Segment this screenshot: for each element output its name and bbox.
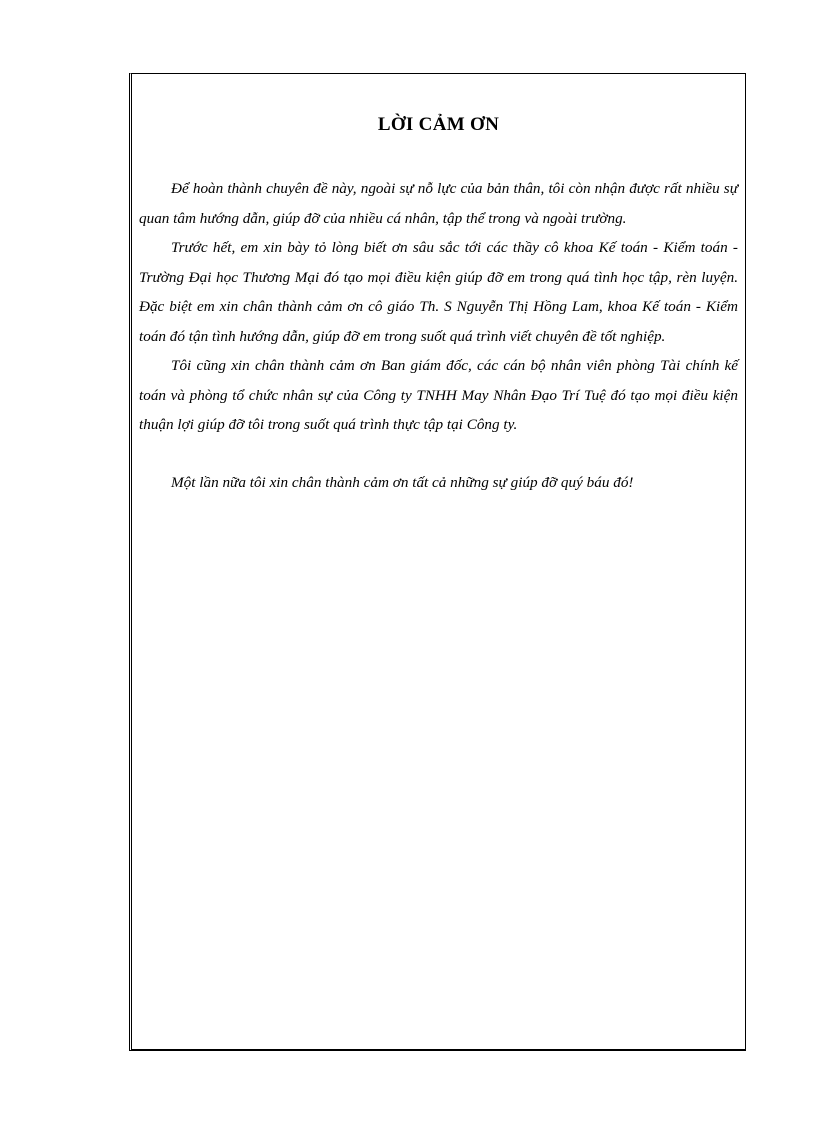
document-title: LỜI CẢM ƠN (377, 114, 500, 135)
paragraph-faculty-thanks: Trước hết, em xin bày tỏ lòng biết ơn sâu sắc tới các thầy cô khoa Kế toán - Kiểm toán - Trường Đại học Thương Mại đó tạo mọi điều kiện giúp đỡ em trong quá tình học tập, rèn luyện. Đặc biệt em xin chân thành cảm ơn cô giáo Th. S Nguyễn Thị Hồng Lam, khoa Kế toán - Kiểm toán đó tận tình hướng dẫn, giúp đỡ em trong suốt quá trình viết chuyên đề tốt nghiệp. (139, 239, 738, 345)
document-content (139, 114, 738, 497)
closing-line: Một lần nữa tôi xin chân thành cảm ơn tất cả những sự giúp đỡ quý báu đó! (171, 473, 634, 491)
page-border-frame (129, 73, 746, 1051)
paragraph-intro: Để hoàn thành chuyên đề này, ngoài sự nỗ lực của bản thân, tôi còn nhận được rất nhiều sự quan tâm hướng dẫn, giúp đỡ của nhiều cá nhân, tập thể trong và ngoài trường. (139, 180, 738, 227)
paragraph-company-thanks: Tôi cũng xin chân thành cảm ơn Ban giám đốc, các cán bộ nhân viên phòng Tài chính kế toán và phòng tổ chức nhân sự của Công ty TNHH May Nhân Đạo Trí Tuệ đó tạo mọi điều kiện thuận lợi giúp đỡ tôi trong suốt quá trình thực tập tại Công ty. (139, 357, 738, 433)
